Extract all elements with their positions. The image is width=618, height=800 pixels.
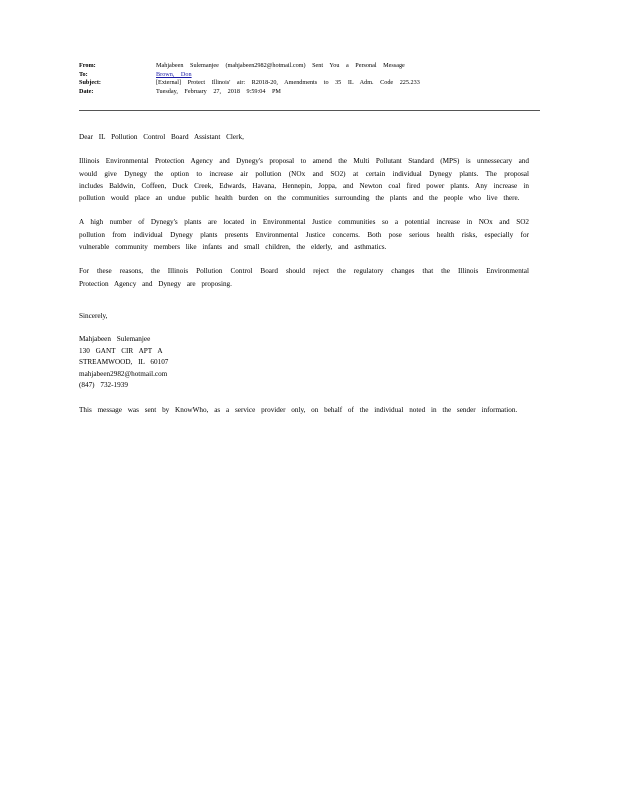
date-value: Tuesday, February 27, 2018 9:59:04 PM: [156, 87, 281, 95]
signature-address-line-1: 130 GANT CIR APT A: [79, 346, 163, 355]
paragraph-3: For these reasons, the Illinois Pollution Control Board should reject the regulatory changes that the Illinois Environmental Protection Agency and Dynegy are proposing.: [79, 267, 529, 288]
from-row: [79, 62, 541, 71]
signature-email: mahjabeen2982@hotmail.com: [79, 369, 168, 378]
signature-address-line-2: STREAMWOOD, IL 60107: [79, 358, 169, 367]
signature-phone: (847) 732-1939: [79, 381, 128, 390]
paragraph-1: Illinois Environmental Protection Agency and Dynegy's proposal to amend the Multi Pollutant Standard (MPS) is unnessecary and would give Dynegy the option to increase air pollution (NOx and SO2) at certain individual Dynegy plants. The proposal includes Baldwin, Coffeen, Duck Creek, Edwards, Havana, Hennepin, Joppa, and Newton coal fired power plants. Any increase in pollution would place an undue public health burden on the communities surrounding the plants and the people who live there.: [79, 157, 529, 203]
signature-name: Mahjabeen Sulemanjee: [79, 335, 151, 344]
email-header: [79, 62, 541, 96]
date-label: Date:: [79, 87, 94, 95]
subject-value: [External] Protect Illinois' air: R2018-20, Amendments to 35 IL Adm. Code 225.233: [156, 79, 420, 87]
footer-note: This message was sent by KnowWho, as a service provider only, on behalf of the individual noted in the sender information.: [79, 405, 518, 414]
header-divider: [79, 110, 540, 111]
letter-body: [79, 131, 529, 416]
signature-block: [79, 334, 529, 392]
to-label: To:: [79, 70, 88, 78]
subject-row: [79, 79, 541, 88]
subject-label: Subject:: [79, 79, 101, 87]
paragraph-2: A high number of Dynegy's plants are located in Environmental Justice communities so a potential increase in NOx and SO2 pollution from individual Dynegy plants presents Environmental Justice concerns. Both pose serious health risks, especially for vulnerable community members like infants and small children, the elderly, and asthmatics.: [79, 218, 529, 252]
from-value: Mahjabeen Sulemanjee (mahjabeen2982@hotmail.com) Sent You a Personal Message: [156, 62, 405, 69]
from-label: From:: [79, 62, 96, 69]
closing: Sincerely,: [79, 311, 108, 320]
to-recipient-link[interactable]: Brown, Don: [156, 70, 192, 78]
date-row: [79, 88, 541, 97]
greeting: Dear IL Pollution Control Board Assistant Clerk,: [79, 133, 244, 141]
to-row: [79, 71, 541, 80]
